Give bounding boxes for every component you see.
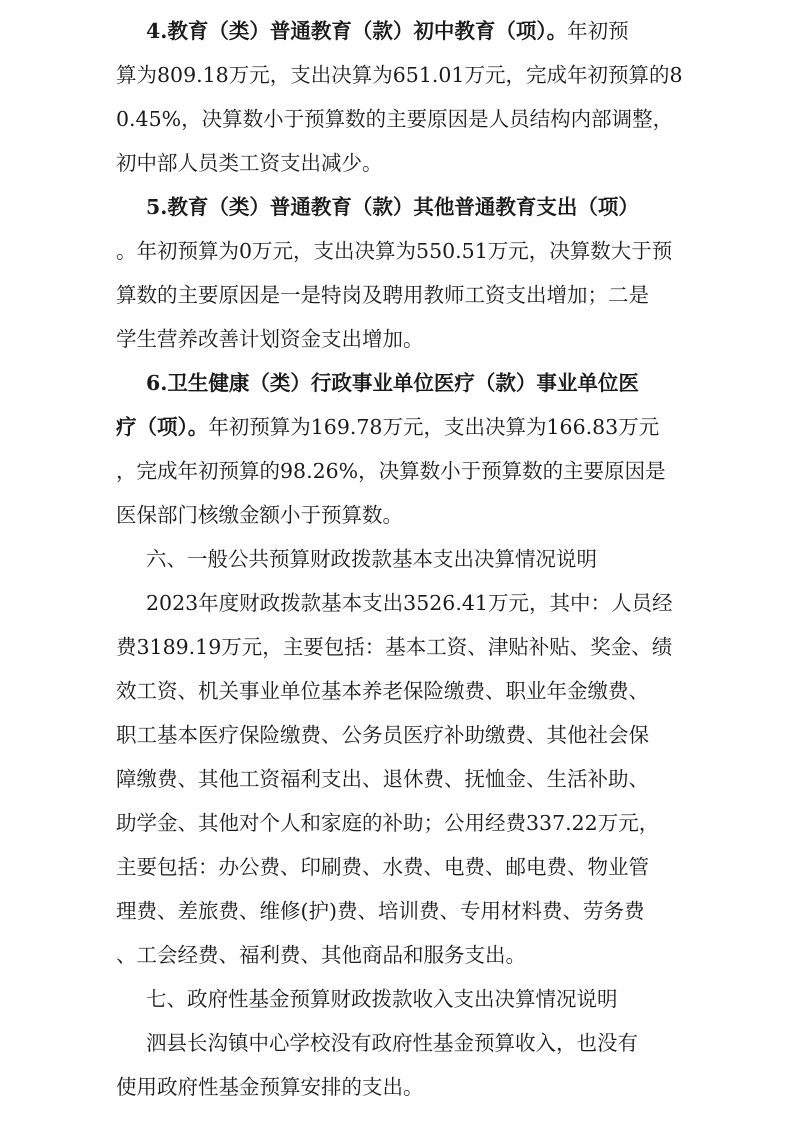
item4-line-4: 初中部人员类工资支出减少。: [116, 151, 383, 175]
item6-line-4: 医保部门核缴金额小于预算数。: [116, 503, 403, 527]
item6-line-2: [116, 407, 766, 447]
section6-line-4: 职工基本医疗保险缴费、公务员医疗补助缴费、其他社会保: [116, 723, 649, 747]
item4-line-3: 0.45%，决算数小于预算数的主要原因是人员结构内部调整，: [116, 107, 674, 131]
item5-line-4: 学生营养改善计划资金支出增加。: [116, 327, 424, 351]
item5-line-2: 。年初预算为0万元，支出决算为550.51万元，决算数大于预: [116, 239, 673, 263]
item5-line-3: 算数的主要原因是一是特岗及聘用教师工资支出增加；二是: [116, 283, 649, 307]
section6-line-5: 障缴费、其他工资福利支出、退休费、抚恤金、生活补助、: [116, 767, 649, 791]
item4-text: 年初预: [567, 19, 629, 43]
section6-line-7: 主要包括：办公费、印刷费、水费、电费、邮电费、物业管: [116, 855, 649, 879]
item6-heading-line-2: 疗（项）。: [116, 415, 209, 439]
item6-text: 年初预算为169.78万元，支出决算为166.83万元: [208, 415, 660, 439]
section6-line-8: 理费、差旅费、维修(护)费、培训费、专用材料费、劳务费: [116, 899, 645, 923]
section6-title: 六、一般公共预算财政拨款基本支出决算情况说明: [146, 547, 597, 571]
section6-line-3: 效工资、机关事业单位基本养老保险缴费、职业年金缴费、: [116, 679, 649, 703]
section6-line-1: 2023年度财政拨款基本支出3526.41万元，其中：人员经: [146, 591, 673, 615]
section7-line-2: 使用政府性基金预算安排的支出。: [116, 1075, 424, 1099]
item4-heading: 4.教育（类）普通教育（款）初中教育（项）。: [146, 19, 568, 43]
item6-line-3: ，完成年初预算的98.26%，决算数小于预算数的主要原因是: [116, 459, 666, 483]
section7-title: 七、政府性基金预算财政拨款收入支出决算情况说明: [146, 987, 618, 1011]
section7-line-1: 泗县长沟镇中心学校没有政府性基金预算收入，也没有: [146, 1031, 638, 1055]
item4-line-1: [146, 11, 766, 51]
section6-line-9: 、工会经费、福利费、其他商品和服务支出。: [116, 943, 526, 967]
item5-heading: 5.教育（类）普通教育（款）其他普通教育支出（项）: [146, 195, 639, 219]
section6-line-6: 助学金、其他对个人和家庭的补助；公用经费337.22万元，: [116, 811, 660, 835]
item4-line-2: 算为809.18万元，支出决算为651.01万元，完成年初预算的8: [116, 63, 683, 87]
item6-heading-line-1: 6.卫生健康（类）行政事业单位医疗（款）事业单位医: [146, 371, 639, 395]
section6-line-2: 费3189.19万元，主要包括：基本工资、津贴补贴、奖金、绩: [116, 635, 673, 659]
